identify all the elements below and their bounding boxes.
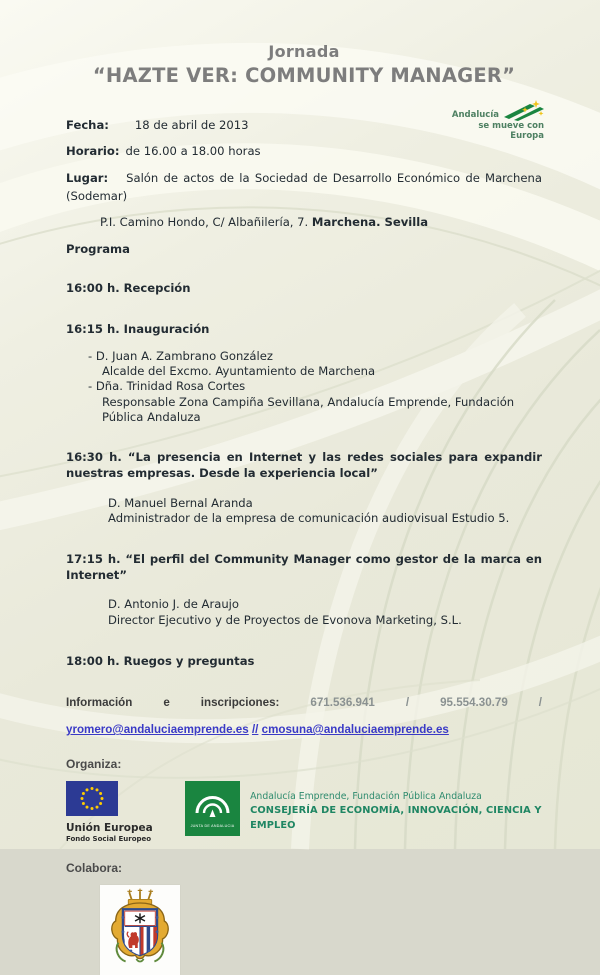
lugar-value: Salón de actos de la Sociedad de Desarrollo Económico de Marchena (Sodemar) — [66, 170, 542, 203]
europa-logo-line2: se mueve con Europa — [478, 121, 544, 141]
colabora-heading: Colabora: — [66, 861, 123, 876]
page-subtitle: “HAZTE VER: COMMUNITY MANAGER” — [92, 64, 516, 87]
horario-value: de 16.00 a 18.00 horas — [125, 144, 261, 159]
address-text: P.I. Camino Hondo, C/ Albañilería, 7. — [100, 215, 312, 230]
fecha-line — [66, 117, 542, 135]
event-details — [66, 117, 542, 232]
slot-1715-title: 17:15 h. “El perfil del Community Manager como gestor de la marca en Internet” — [66, 551, 542, 583]
horario-label: Horario: — [66, 144, 120, 159]
program-heading: Programa — [66, 242, 130, 257]
slot-1800-title: 18:00 h. Ruegos y preguntas — [66, 653, 255, 668]
horario-line — [66, 143, 542, 161]
junta-text — [250, 781, 542, 833]
organiza-heading: Organiza: — [66, 757, 122, 772]
junta-org1: Andalucía Emprende, Fundación Pública Andaluza — [250, 791, 482, 803]
email-link-yromero[interactable]: yromero@andaluciaemprende.es — [66, 723, 249, 737]
eu-subname: Fondo Social Europeo — [66, 834, 152, 843]
slot-1630-title: 16:30 h. “La presencia en Internet y las redes sociales para expandir nuestras empresas. Desde la experiencia local” — [66, 450, 542, 481]
junta-org2: CONSEJERÍA DE ECONOMÍA, INNOVACIÓN, CIENCIA Y EMPLEO — [250, 805, 542, 832]
address-city: Marchena. Sevilla — [311, 215, 429, 230]
marchena-crest-box — [100, 885, 180, 975]
europa-logo-line1: Andalucía — [451, 110, 499, 121]
speaker-role: Director Ejecutivo y de Proyectos de Evonova Marketing, S.L. — [108, 613, 462, 628]
slot-1615-title: 16:15 h. Inauguración — [66, 321, 210, 336]
program-section — [66, 242, 542, 669]
page-title: Jornada — [268, 42, 340, 61]
info-phones: 671.536.941 / 95.554.30.79 / — [310, 695, 542, 709]
eu-logo-block — [66, 781, 161, 843]
speaker-name: - Dña. Trinidad Rosa Cortes — [88, 379, 246, 394]
eu-flag-icon — [66, 781, 118, 816]
eu-name: Unión Europea — [66, 822, 153, 835]
speaker-name: D. Manuel Bernal Aranda — [108, 495, 253, 510]
fecha-value: 18 de abril de 2013 — [134, 118, 249, 132]
lugar-line — [66, 170, 542, 206]
speaker-role: Administrador de la empresa de comunicación audiovisual Estudio 5. — [108, 511, 510, 526]
organizer-logos — [66, 781, 542, 843]
fecha-label: Fecha: — [66, 118, 109, 132]
email-separator: // — [251, 723, 259, 737]
speaker-role: Alcalde del Excmo. Ayuntamiento de Marchena — [102, 364, 376, 379]
junta-caption: JUNTA DE ANDALUCIA — [190, 824, 235, 829]
speaker-name: D. Antonio J. de Araujo — [108, 597, 239, 612]
marchena-coat-of-arms-icon — [104, 888, 176, 972]
speaker-role: Responsable Zona Campiña Sevillana, Andalucía Emprende, Fundación Pública Andaluza — [102, 394, 515, 424]
slot-1600-title: 16:00 h. Recepción — [66, 281, 191, 296]
email-link-cmosuna[interactable]: cmosuna@andaluciaemprende.es — [261, 723, 449, 737]
speaker-name: - D. Juan A. Zambrano González — [88, 348, 273, 363]
info-line — [66, 689, 542, 743]
address-line — [66, 214, 542, 232]
slot-1615-speakers — [66, 349, 542, 425]
lugar-label: Lugar: — [66, 170, 109, 185]
junta-logo-block — [185, 781, 542, 836]
junta-andalucia-icon — [185, 781, 240, 836]
info-label: Información e inscripciones: — [66, 695, 280, 709]
